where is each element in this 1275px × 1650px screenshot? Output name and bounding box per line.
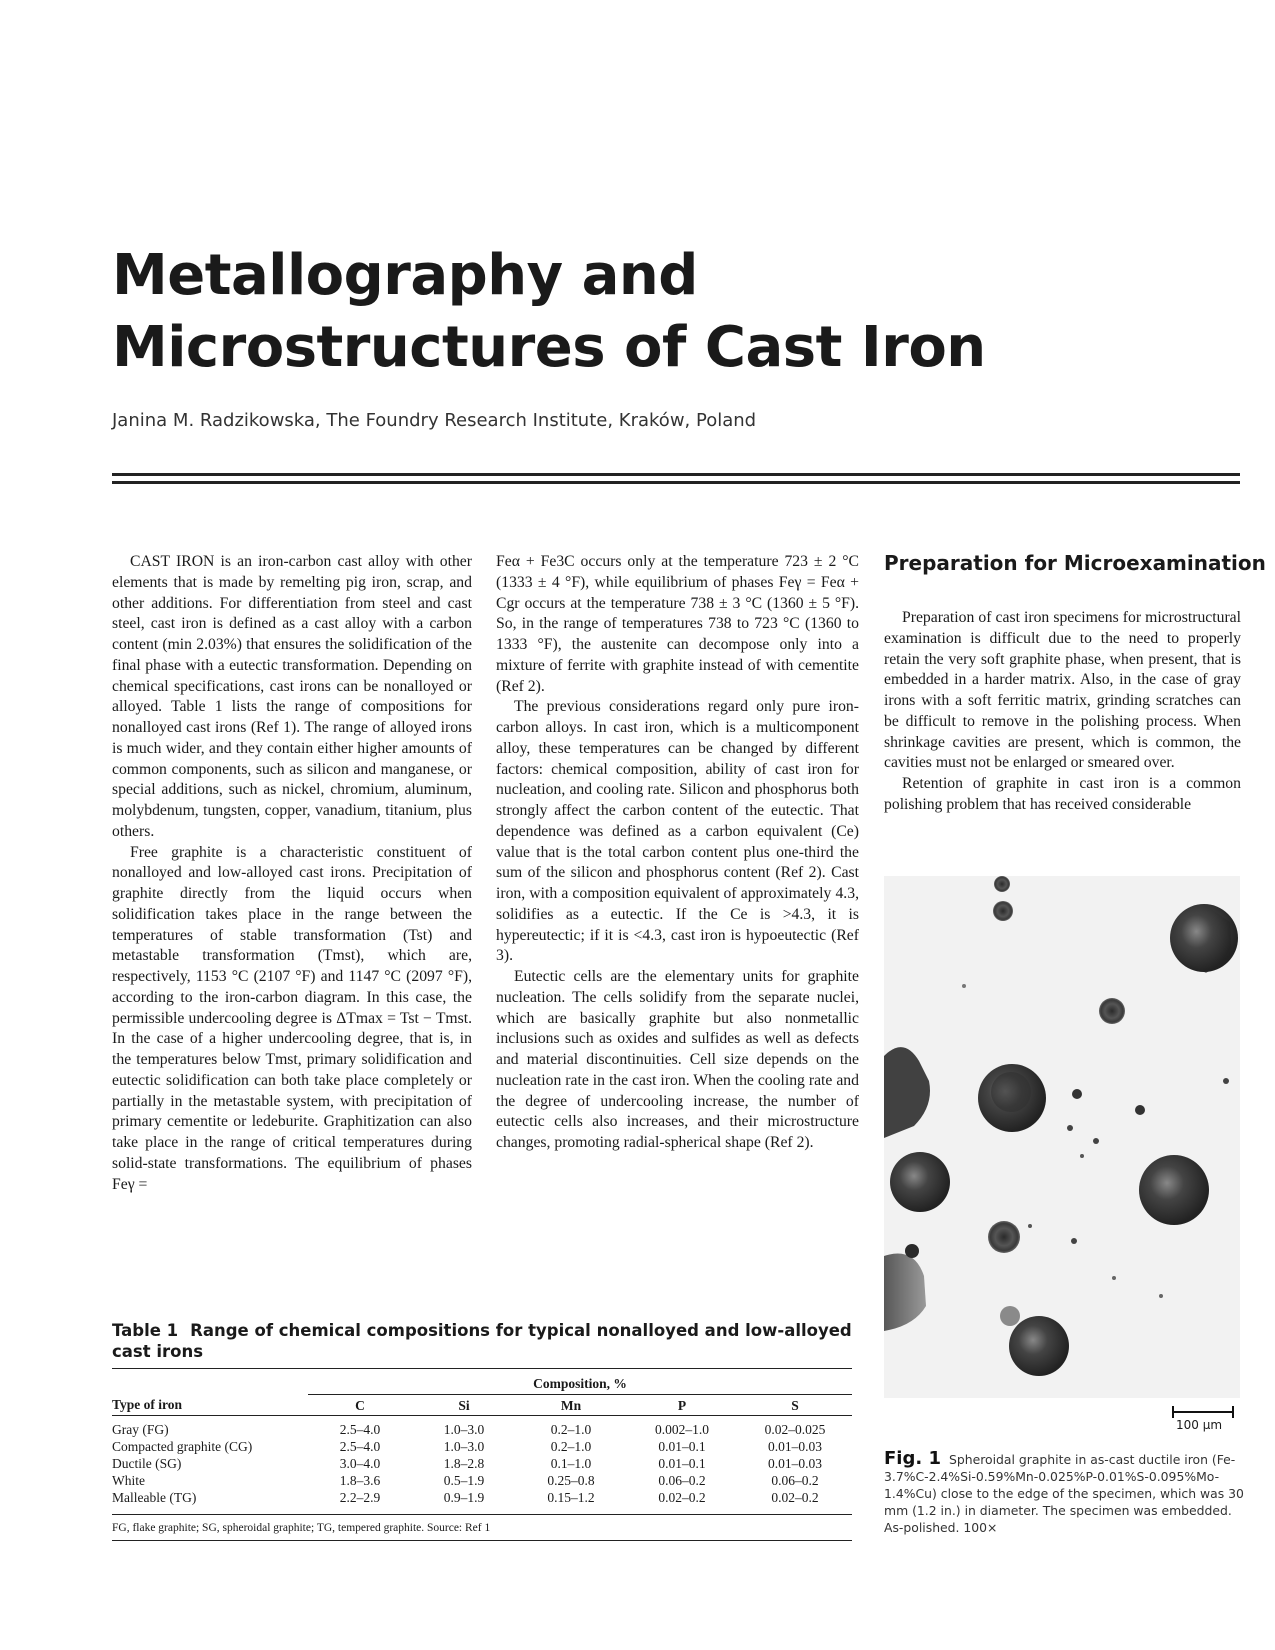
figure-caption-text: Spheroidal graphite in as-cast ductile iron (Fe-3.7%C-2.4%Si-0.59%Mn-0.025%P-0.01%S-0.095%Mo-1.4%Cu) close to the edge of the specimen, which was 30 mm (1.2 in.) in diameter. The specimen was embedded. As-polished. 100× [884,1452,1244,1535]
scale-bar-tick [1232,1406,1234,1418]
table-cell: 0.06–0.2 [771,1473,819,1488]
table-cell: 0.01–0.03 [768,1439,822,1454]
table-cell: Gray (FG) [112,1422,169,1437]
micrograph-graphics [884,876,1240,1398]
scale-bar-line [1172,1411,1234,1413]
table-title: Range of chemical compositions for typical nonalloyed and low-alloyed cast irons [112,1321,852,1361]
paragraph: Free graphite is a characteristic constituent of nonalloyed and low-alloyed cast irons. Precipitation of graphite directly from the liquid occurs when solidification takes place in the range between the temperatures of stable transformation (Tst) and metastable transformation (Tmst), which are, respectively, 1153 °C (2107 °F) and 1147 °C (2097 °F), according to the iron-carbon diagram. In this case, the permissible undercooling degree is ΔTmax = Tst − Tmst. In the case of a higher undercooling degree, that is, in the temperatures below Tmst, primary solidification and eutectic solidification can both take place completely or partially in the metastable system, with precipitation of primary cementite or ledeburite. Graphitization can also take place in the range of critical temperatures during solid-state transformations. The equilibrium of phases Feγ = [112,843,472,1193]
table-column-header: Mn [516,1395,626,1416]
author-line: Janina M. Radzikowska, The Foundry Research Institute, Kraków, Poland [112,410,757,431]
table-row [112,1416,852,1439]
paragraph: Eutectic cells are the elementary units for graphite nucleation. The cells solidify from the separate nuclei, which are basically graphite but also nonmetallic inclusions such as oxides and sulfides as well as defects and material discontinuities. Cell size depends on the nucleation rate in the cast iron. When the cooling rate and the degree of undercooling increase, the number of eutectic cells also increases, and their microstructure changes, promoting radial-spherical shape (Ref 2). [496,968,859,1151]
table-label: Table 1 [112,1321,179,1340]
table-cell: 1.8–2.8 [443,1456,485,1471]
table-column-header: Si [412,1395,516,1416]
table-cell: 3.0–4.0 [339,1456,381,1471]
table-column-header: P [626,1395,738,1416]
table-cell: 0.5–1.9 [443,1473,485,1488]
section-heading: Preparation for Microexamination [884,551,1266,575]
scale-bar-tick [1172,1406,1174,1418]
body-column-1 [112,552,472,1195]
table-cell: 0.15–1.2 [516,1489,626,1515]
micrograph-image [884,876,1240,1398]
body-column-3 [884,608,1241,816]
table-cell: 0.2–1.0 [550,1439,592,1454]
table-cell: 0.01–0.03 [768,1456,822,1471]
header-rule-bottom [112,481,1240,484]
table-row [112,1455,852,1472]
table-caption [112,1320,852,1362]
table-row [112,1489,852,1515]
table-cell: 1.8–3.6 [339,1473,381,1488]
figure-label: Fig. 1 [884,1448,941,1469]
table-column-header: S [738,1395,852,1416]
article-title: Metallography and Microstructures of Cast Iron [112,243,986,380]
table-cell: 0.01–0.1 [658,1456,706,1471]
table-cell: 0.02–0.2 [626,1489,738,1515]
table-cell: Compacted graphite (CG) [112,1439,253,1454]
table-cell: 2.2–2.9 [308,1489,412,1515]
table-row [112,1438,852,1455]
figure-caption [884,1450,1244,1536]
paragraph: Feα + Fe3C occurs only at the temperature 723 ± 2 °C (1333 ± 4 °F), while equilibrium of phases Feγ = Feα + Cgr occurs at the temperature 738 ± 3 °C (1360 ± 5 °F). So, in the range of temperatures 738 to 723 °C (1360 to 1333 °F), the austenite can decompose only into a mixture of ferrite with graphite instead of with cementite (Ref 2). [496,553,859,695]
table-cell: 2.5–4.0 [339,1422,381,1437]
table-column-header: C [308,1395,412,1416]
table-cell: 1.0–3.0 [443,1439,485,1454]
composition-table [112,1368,852,1541]
table-footnote: FG, flake graphite; SG, spheroidal graphite; TG, tempered graphite. Source: Ref 1 [112,1515,852,1541]
table-cell: 1.0–3.0 [443,1422,485,1437]
table-cell: Ductile (SG) [112,1456,182,1471]
table-column-header: Type of iron [112,1395,308,1416]
scale-label: 100 µm [1176,1418,1223,1432]
table-cell: 0.002–1.0 [655,1422,709,1437]
paragraph: The previous considerations regard only pure iron-carbon alloys. In cast iron, which is a multicomponent alloy, these temperatures can be changed by different factors: chemical composition, ability of cast iron for nucleation, and cooling rate. Silicon and phosphorus both strongly affect the carbon content of the eutectic. That dependence was defined as a carbon equivalent (Ce) value that is the total carbon content plus one-third the sum of the silicon and phosphorus content (Ref 2). Cast iron, with a composition equivalent of approximately 4.3, solidifies as a eutectic. If the Ce is >4.3, it is hypereutectic; if it is <4.3, cast iron is hypoeutectic (Ref 3). [496,698,859,965]
table-group-header: Composition, % [308,1369,852,1395]
table-cell: 0.01–0.1 [658,1439,706,1454]
table-cell: White [112,1473,145,1488]
paragraph: Retention of graphite in cast iron is a common polishing problem that has received considerable [884,775,1241,813]
table-cell: 0.25–0.8 [547,1473,595,1488]
paragraph: CAST IRON is an iron-carbon cast alloy with other elements that is made by remelting pig iron, scrap, and other additions. For differentiation from steel and cast steel, cast iron is defined as a cast alloy with a carbon content (min 2.03%) that ensures the solidification of the final phase with a eutectic transformation. Depending on chemical specifications, cast irons can be nonalloyed or alloyed. Table 1 lists the range of compositions for nonalloyed cast irons (Ref 1). The range of alloyed irons is much wider, and they contain either higher amounts of common components, such as silicon and manganese, or special additions, such as nickel, chromium, aluminum, molybdenum, tungsten, copper, vanadium, titanium, plus others. [112,553,472,840]
body-column-2 [496,552,859,1154]
table-cell: 0.1–1.0 [550,1456,592,1471]
header-rule-top [112,473,1240,476]
table-cell: 0.06–0.2 [658,1473,706,1488]
table-cell: 0.2–1.0 [550,1422,592,1437]
paragraph: Preparation of cast iron specimens for microstructural examination is difficult due to the need to properly retain the very soft graphite phase, when present, that is embedded in a harder matrix. Also, in the case of gray irons with a soft ferritic matrix, grinding scratches can be difficult to remove in the polishing process. When shrinkage cavities are present, which is common, the cavities must not be enlarged or smeared over. [884,609,1241,772]
table-header-spacer [112,1369,308,1395]
table-row [112,1472,852,1489]
table-cell: 0.02–0.2 [738,1489,852,1515]
table-cell: Malleable (TG) [112,1489,308,1515]
table-cell: 0.9–1.9 [412,1489,516,1515]
table-cell: 0.02–0.025 [764,1422,826,1437]
table-cell: 2.5–4.0 [339,1439,381,1454]
